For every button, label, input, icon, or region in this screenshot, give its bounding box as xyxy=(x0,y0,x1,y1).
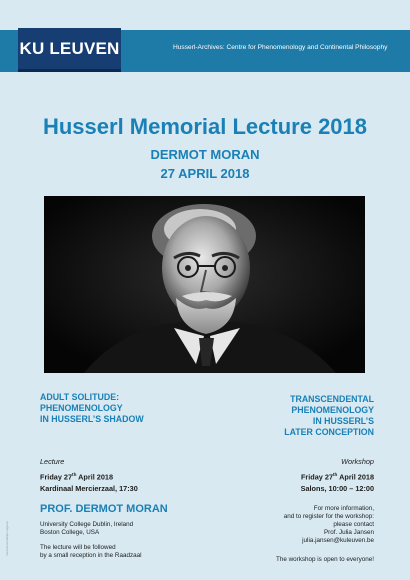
workshop-info-line: Prof. Julia Jansen xyxy=(323,529,374,536)
lecture-date-suffix: April 2018 xyxy=(76,472,114,482)
ku-leuven-logo: KU LEUVEN xyxy=(18,28,121,69)
workshop-info-line: and to register for the workshop: xyxy=(283,513,374,520)
workshop-title-line: PHENOMENOLOGY xyxy=(291,405,374,415)
lecture-label: Lecture xyxy=(40,457,65,466)
workshop-title-line: TRANSCENDENTAL xyxy=(290,394,374,404)
publisher-note-text: Verantwoordelijke uitgever xyxy=(5,520,9,556)
lecture-date xyxy=(40,472,113,481)
workshop-info-line: For more information, xyxy=(313,505,374,512)
workshop-open-note: The workshop is open to everyone! xyxy=(275,556,374,563)
workshop-title-line: LATER CONCEPTION xyxy=(284,427,374,437)
workshop-date-suffix: April 2018 xyxy=(337,472,374,482)
workshop-date xyxy=(301,472,374,481)
workshop-title-line: IN HUSSERL’S xyxy=(312,416,374,426)
lecture-date-sup: th xyxy=(72,472,77,477)
portrait-photo xyxy=(44,196,365,373)
lecture-speaker: PROF. DERMOT MORAN xyxy=(40,503,168,515)
workshop-title xyxy=(284,394,374,438)
lecture-title-line: ADULT SOLITUDE: xyxy=(40,392,119,402)
header-subtitle: Husserl-Archives: Centre for Phenomenology and Continental Philosophy xyxy=(173,44,388,51)
lecture-title-line: IN HUSSERL’S SHADOW xyxy=(40,414,144,424)
lecture-title-line: PHENOMENOLOGY xyxy=(40,403,123,413)
speaker-name: DERMOT MORAN xyxy=(150,147,260,162)
affiliation-line: Boston College, USA xyxy=(40,529,100,536)
logo-underline xyxy=(18,69,121,72)
workshop-place-time: Salons, 10:00 – 12:00 xyxy=(300,484,374,493)
portrait-illustration xyxy=(44,196,365,373)
lecture-date-prefix: Friday 27 xyxy=(40,472,73,482)
reception-note: by a small reception in the Raadzaal xyxy=(40,552,142,559)
lecture-place-time: Kardinaal Mercierzaal, 17:30 xyxy=(40,484,138,493)
publisher-note xyxy=(5,496,9,556)
workshop-date-prefix: Friday 27 xyxy=(300,472,334,482)
lecture-title xyxy=(40,392,144,425)
contact-email[interactable]: julia.jansen@kuleuven.be xyxy=(302,537,374,544)
workshop-info-line: please contact xyxy=(333,521,374,528)
workshop-date-sup: th xyxy=(333,472,338,477)
affiliation-line: University College Dublin, Ireland xyxy=(40,521,134,528)
reception-note: The lecture will be followed xyxy=(40,544,116,551)
page-title: Husserl Memorial Lecture 2018 xyxy=(42,114,368,139)
event-date: 27 APRIL 2018 xyxy=(160,166,250,181)
workshop-label: Workshop xyxy=(341,457,374,466)
